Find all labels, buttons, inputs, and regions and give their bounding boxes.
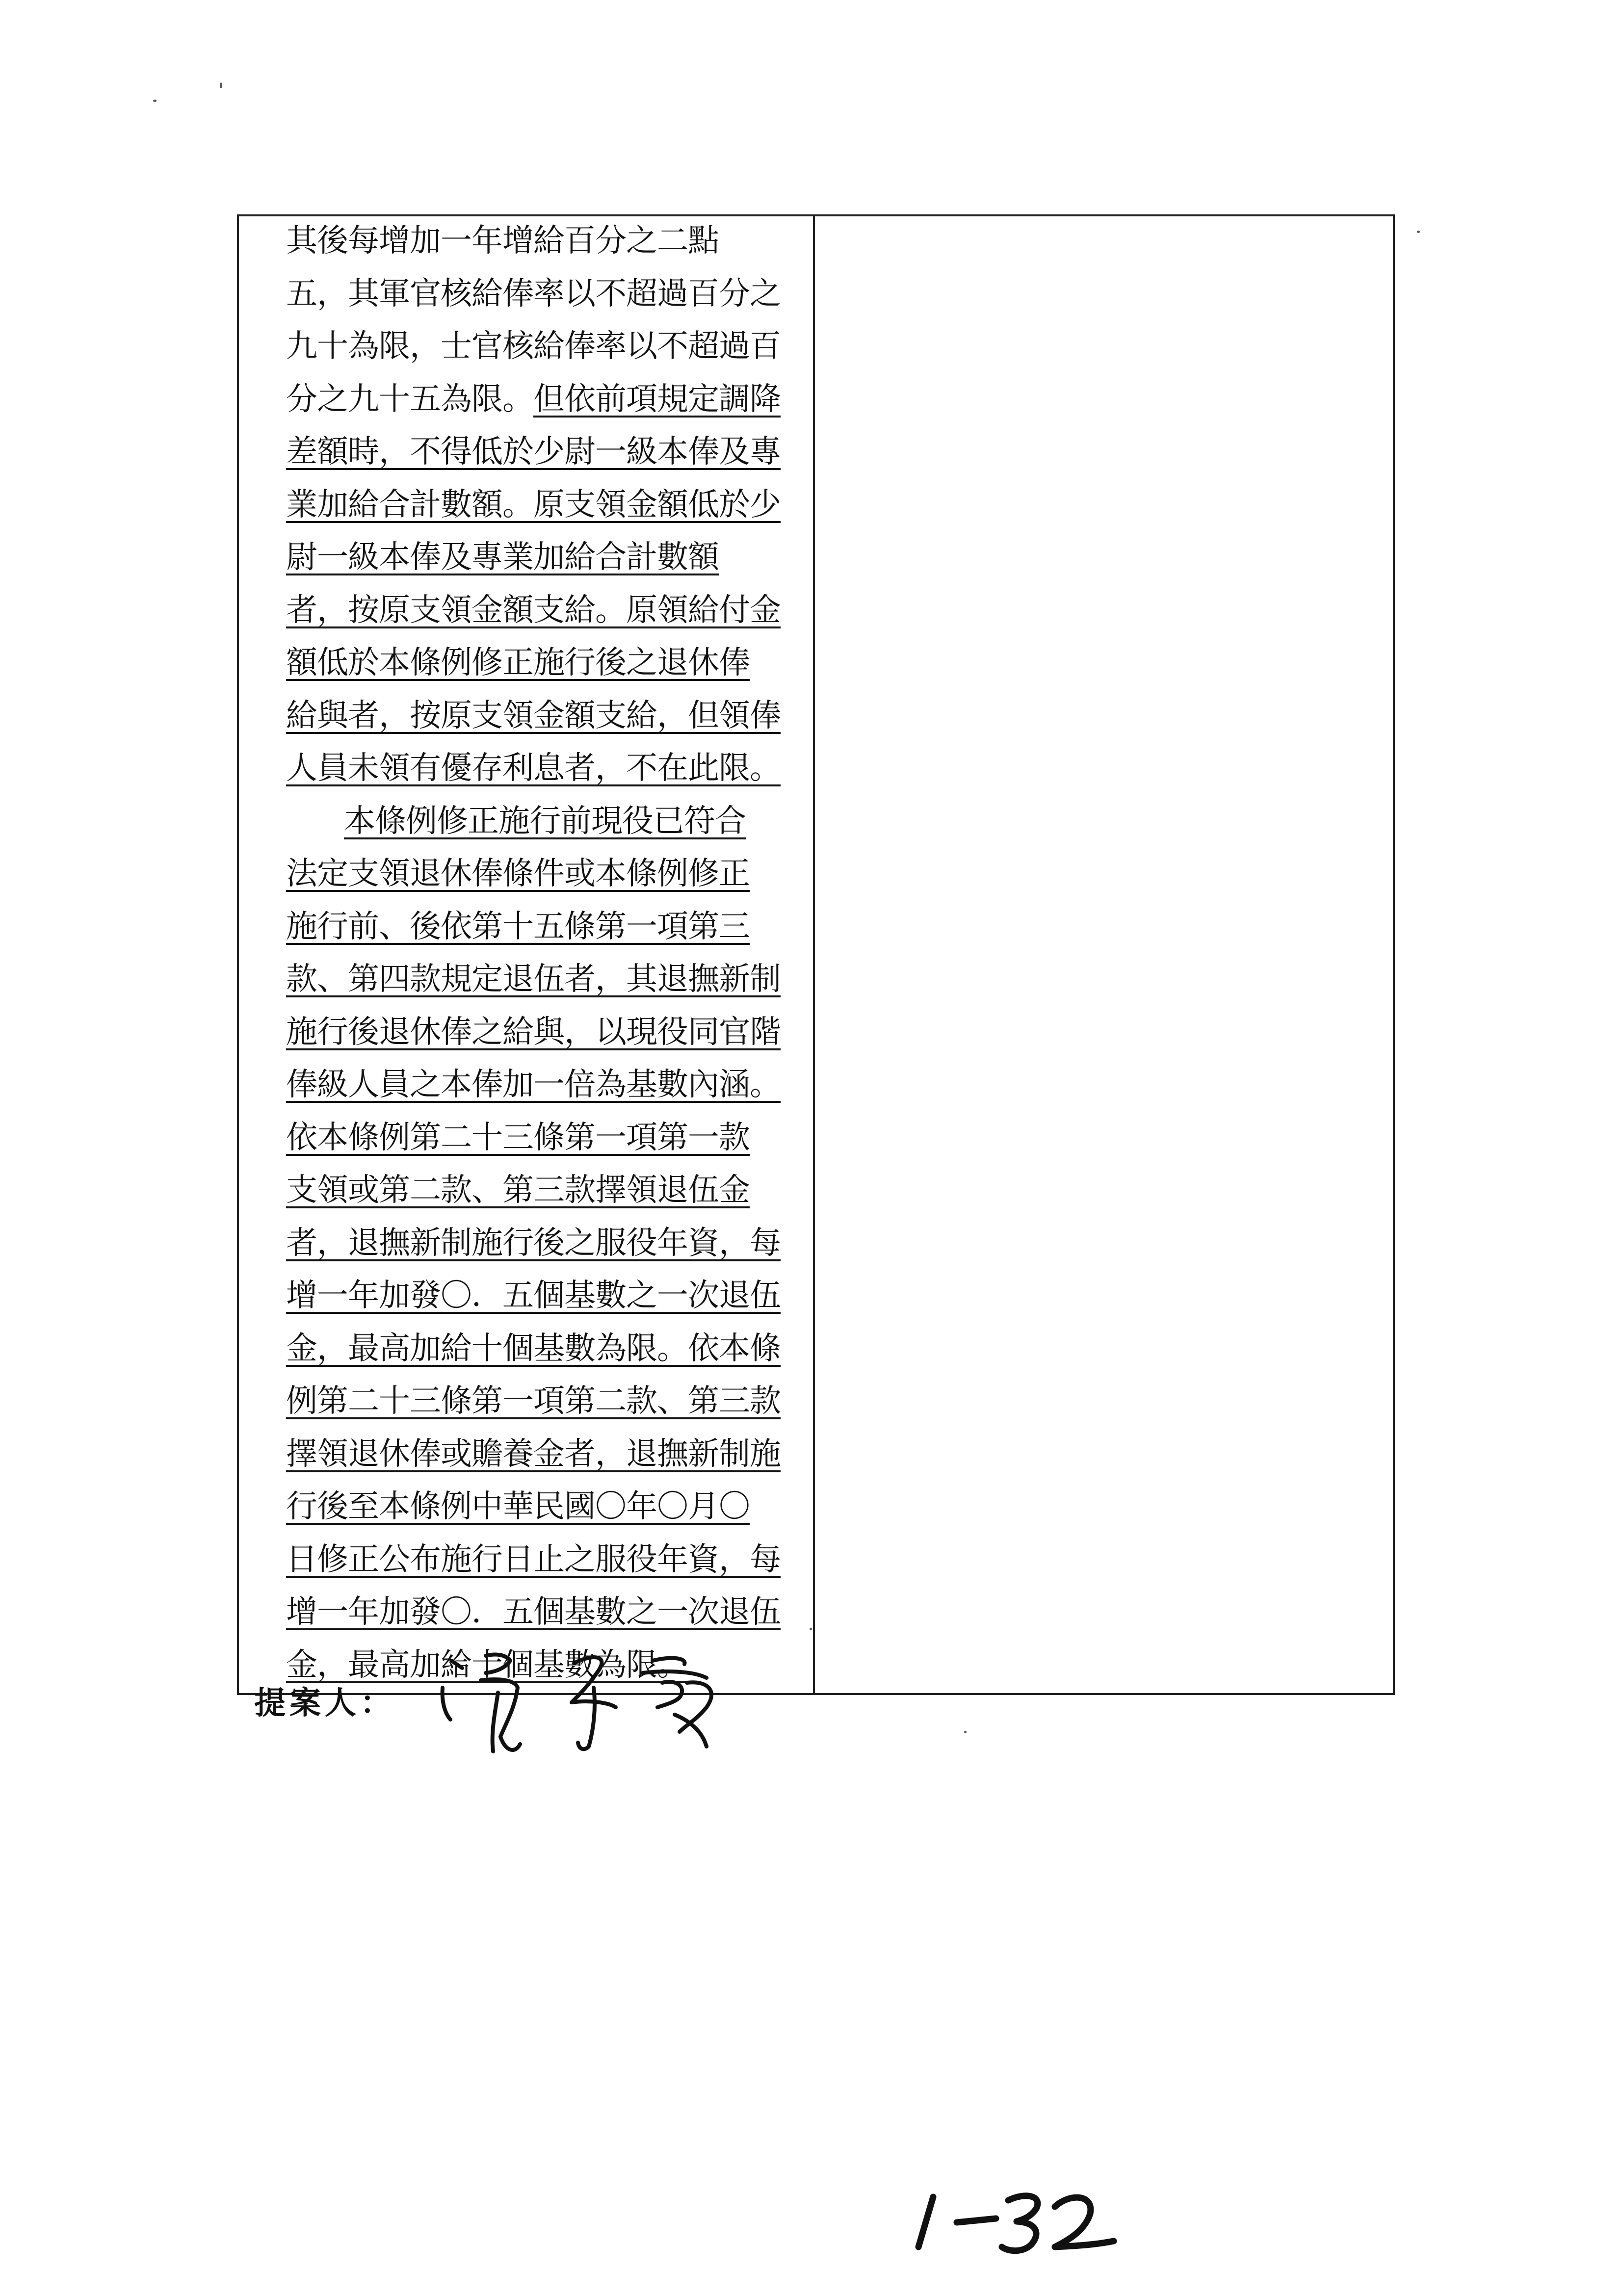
text-line [286, 1271, 808, 1324]
amended-text: 法定支領退休俸條件或本條例修正 [286, 856, 750, 892]
amended-text: 但依前項規定調降 [533, 381, 781, 417]
text-line [286, 269, 808, 322]
amended-text: 人員未領有優存利息者，不在此限。 [286, 750, 781, 786]
provision-text [239, 216, 813, 1693]
text-line [286, 1482, 808, 1535]
amended-text: 尉一級本俸及專業加給合計數額 [286, 539, 719, 575]
amended-text: 擇領退休俸或贍養金者，退撫新制施 [286, 1435, 781, 1472]
text-line [286, 849, 808, 902]
proposer-label: 提案人： [254, 1685, 395, 1722]
svg-text:1-32: 1-32 [908, 2175, 917, 2179]
explanation-cell [814, 215, 1394, 1694]
text-line [286, 1113, 808, 1166]
proposer-signature [432, 1634, 775, 1761]
amended-text: 本條例修正施行前現役已符合 [344, 803, 746, 839]
original-text: 其後每增加一年增給百分之二點 [286, 223, 719, 259]
text-line [286, 533, 808, 586]
text-line [286, 902, 808, 955]
amended-text: 依本條例第二十三條第一項第一款 [286, 1119, 750, 1156]
page-number [908, 2175, 1133, 2262]
text-line [286, 1060, 808, 1113]
original-text: 九十為限，士官核給俸率以不超過百 [286, 328, 781, 365]
amended-text: 增一年加發〇．五個基數之一次退伍 [286, 1278, 781, 1314]
amended-text: 例第二十三條第一項第二款、第三款 [286, 1383, 781, 1419]
amended-text: 金，最高加給十個基數為限。依本條 [286, 1330, 781, 1367]
text-line [286, 955, 808, 1008]
text-line [286, 1219, 808, 1272]
scan-speck [220, 82, 222, 88]
amended-text: 給與者，按原支領金額支給，但領俸 [286, 697, 781, 734]
comparison-table [237, 214, 1395, 1695]
text-line [286, 638, 808, 691]
original-text: 分之九十五為限。 [286, 381, 533, 417]
scan-speck [153, 100, 157, 102]
text-line [286, 322, 808, 375]
amended-text: 差額時，不得低於少尉一級本俸及專 [286, 434, 781, 470]
text-line [286, 691, 808, 744]
amended-text: 者，按原支領金額支給。原領給付金 [286, 592, 781, 628]
text-line [286, 744, 808, 797]
text-line [286, 1535, 808, 1588]
amended-text: 金，最高加給十個基數為限。 [286, 1646, 688, 1683]
amended-text: 日修正公布施行日止之服役年資，每 [286, 1541, 781, 1578]
amended-text: 款、第四款規定退伍者，其退撫新制 [286, 961, 781, 997]
text-line [286, 427, 808, 480]
original-text: 五，其軍官核給俸率以不超過百分之 [286, 275, 781, 312]
amended-text: 支領或第二款、第三款擇領退伍金 [286, 1172, 750, 1208]
amended-text: 施行前、後依第十五條第一項第三 [286, 908, 750, 945]
text-line [286, 1166, 808, 1219]
amended-text: 額低於本條例修正施行後之退休俸 [286, 645, 750, 681]
amended-text: 俸級人員之本俸加一倍為基數內涵。 [286, 1067, 781, 1103]
text-line [286, 1588, 808, 1641]
provision-text-cell [238, 215, 814, 1694]
text-line [286, 375, 808, 428]
text-line [286, 1430, 808, 1483]
text-line [286, 586, 808, 639]
amended-text: 業加給合計數額。原支領金額低於少 [286, 486, 781, 523]
amended-text: 者，退撫新制施行後之服役年資，每 [286, 1225, 781, 1261]
table-row [238, 215, 1394, 1694]
scan-speck [1417, 231, 1420, 233]
text-line [286, 797, 808, 850]
amended-text: 增一年加發〇．五個基數之一次退伍 [286, 1594, 781, 1630]
text-line [286, 1008, 808, 1061]
text-line [286, 216, 808, 269]
text-line [286, 1324, 808, 1377]
text-line [286, 480, 808, 533]
amended-text: 行後至本條例中華民國〇年〇月〇 [286, 1488, 750, 1525]
text-line [286, 1377, 808, 1430]
amended-text: 施行後退休俸之給與，以現役同官階 [286, 1014, 781, 1050]
scan-speck [964, 1731, 967, 1733]
